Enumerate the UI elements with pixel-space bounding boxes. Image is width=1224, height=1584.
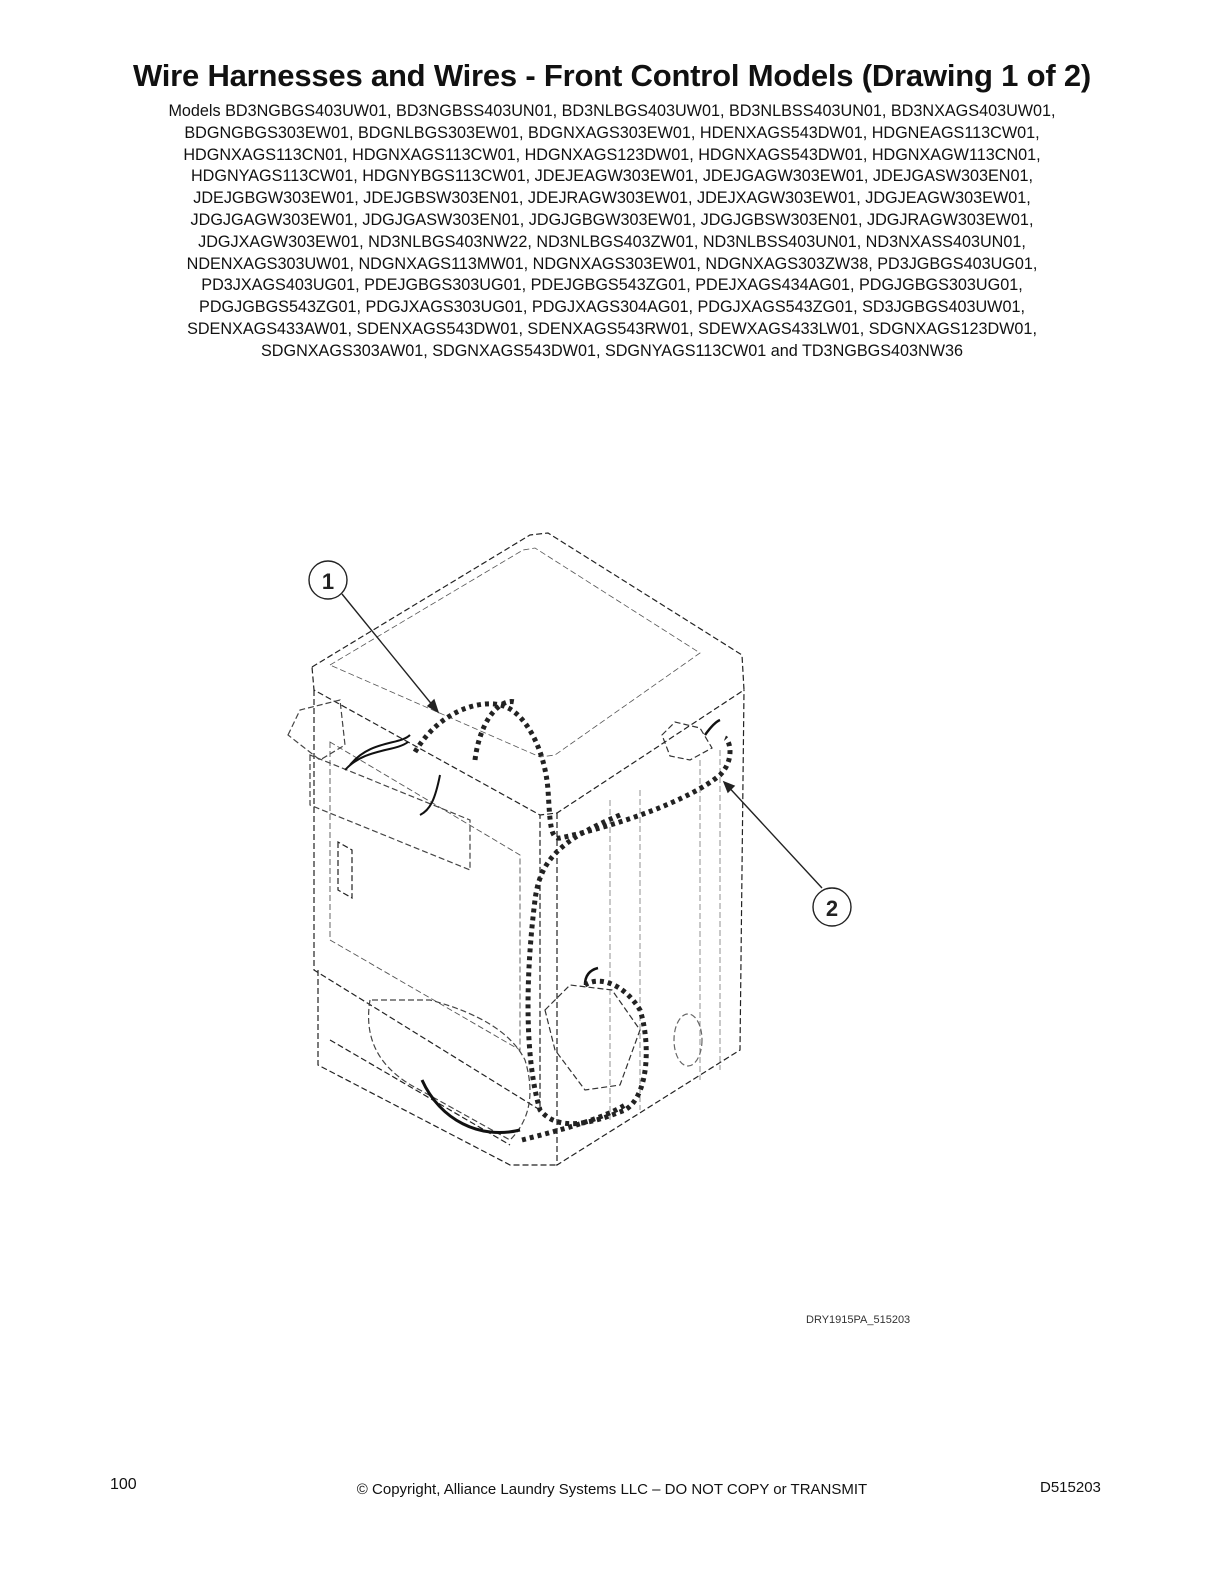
model-line: JDGJGAGW303EW01, JDGJGASW303EN01, JDGJGBGW303EW01, JDGJGBSW303EN01, JDGJRAGW303EW01, xyxy=(190,210,1034,229)
copyright-notice: © Copyright, Alliance Laundry Systems LLC – DO NOT COPY or TRANSMIT xyxy=(356,1481,868,1498)
model-line: JDEJGBGW303EW01, JDEJGBSW303EN01, JDEJRAGW303EW01, JDEJXAGW303EW01, JDGJEAGW303EW01, xyxy=(193,189,1031,208)
cabinet-side-outline xyxy=(557,690,744,1165)
model-line: PDGJGBGS543ZG01, PDGJXAGS303UG01, PDGJXAGS304AG01, PDGJXAGS543ZG01, SD3JGBGS403UW01, xyxy=(199,298,1025,317)
model-line: NDENXAGS303UW01, NDGNXAGS113MW01, NDGNXAGS303EW01, NDGNXAGS303ZW38, PD3JGBGS403UG01, xyxy=(186,254,1038,273)
drawing-id: DRY1915PA_515203 xyxy=(806,1314,911,1326)
leader-line-2 xyxy=(724,782,822,888)
leader-line-1 xyxy=(342,594,438,712)
model-line: BDGNGBGS303EW01, BDGNLBGS303EW01, BDGNXAGS303EW01, HDENXAGS543DW01, HDGNEAGS113CW01, xyxy=(184,123,1040,142)
callout-number-2: 2 xyxy=(825,896,839,921)
callout-2 xyxy=(813,888,851,926)
cabinet-top-outline xyxy=(312,533,744,815)
page-number: 100 xyxy=(110,1476,137,1493)
model-line: HDGNXAGS113CN01, HDGNXAGS113CW01, HDGNXAGS123DW01, HDGNXAGS543DW01, HDGNXAGW113CN01, xyxy=(183,145,1041,164)
page-title: Wire Harnesses and Wires - Front Control Models (Drawing 1 of 2) xyxy=(132,58,1092,93)
harness-path-1 xyxy=(415,704,730,838)
callout-number-1: 1 xyxy=(321,569,335,594)
callout-1 xyxy=(309,561,347,599)
model-line: Models BD3NGBGS403UW01, BD3NGBSS403UN01, BD3NLBGS403UW01, BD3NLBSS403UN01, BD3NXAGS403UW01, xyxy=(168,102,1056,120)
model-line: PD3JXAGS403UG01, PDEJGBGS303UG01, PDEJGBGS543ZG01, PDEJXAGS434AG01, PDGJGBGS303UG01, xyxy=(201,276,1023,295)
document-id: D515203 xyxy=(1040,1479,1101,1496)
harness-path-2 xyxy=(528,815,646,1124)
model-line: SDGNXAGS303AW01, SDGNXAGS543DW01, SDGNYAGS113CW01 and TD3NGBGS403NW36 xyxy=(260,341,964,360)
model-line: SDENXAGS433AW01, SDENXAGS543DW01, SDENXAGS543RW01, SDEWXAGS433LW01, SDGNXAGS123DW01, xyxy=(187,319,1037,338)
model-line: HDGNYAGS113CW01, HDGNYBGS113CW01, JDEJEAGW303EW01, JDEJGAGW303EW01, JDEJGASW303EN01, xyxy=(190,167,1033,186)
model-line: JDGJXAGW303EW01, ND3NLBGS403NW22, ND3NLBGS403ZW01, ND3NLBSS403UN01, ND3NXASS403UN01, xyxy=(198,232,1026,251)
